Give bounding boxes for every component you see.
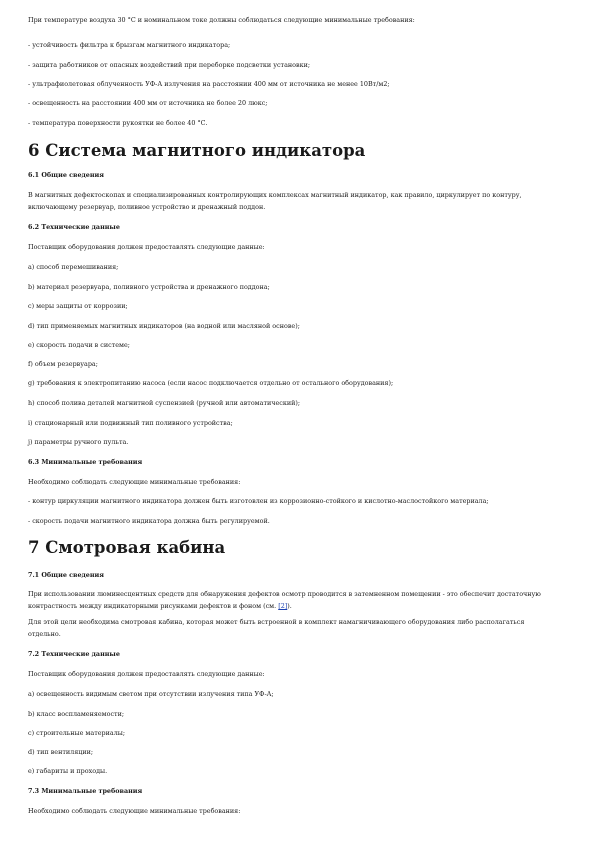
section-6-2-lead: Поставщик оборудования должен предоставлять следующие данные: [28,243,265,251]
section-7-1-text-after: ). [287,601,292,610]
intro-lead: При температуре воздуха 30 °С и номинальном токе должны соблюдаться следующие минимальные требования: [28,16,415,24]
list-item: b) материал резервуара, поливного устройства и дренажного поддона; [28,283,270,291]
list-item: - скорость подачи магнитного индикатора должна быть регулируемой. [28,517,270,525]
intro-item: - ультрафиолетовая облученность УФ-А излучения на расстоянии 400 мм от источника не менее 10Вт/м2; [28,80,390,88]
list-item: e) габариты и проходы. [28,767,108,775]
section-7-1-heading: 7.1 Общие сведения [28,571,104,579]
section-7-3-heading: 7.3 Минимальные требования [28,787,143,795]
section-6-heading: 6 Система магнитного индикатора [28,141,366,160]
list-item: d) тип применяемых магнитных индикаторов (на водной или масляной основе); [28,322,300,330]
list-item: a) способ перемешивания; [28,263,119,271]
list-item: c) строительные материалы; [28,729,125,737]
section-6-1-heading: 6.1 Общие сведения [28,171,104,179]
list-item: - контур циркуляции магнитного индикатора должен быть изготовлен из коррозионно-стойкого и кислотно-маслостойкого материала; [28,497,489,505]
intro-item: - температура поверхности рукоятки не более 40 °С. [28,119,208,127]
list-item: g) требования к электропитанию насоса (если насос подключается отдельно от остального оборудования); [28,379,394,387]
list-item: j) параметры ручного пульта. [28,438,129,446]
section-6-2-heading: 6.2 Технические данные [28,223,120,231]
reference-link[interactable]: [2] [278,601,288,610]
section-7-1-text [28,589,553,612]
section-7-2-lead: Поставщик оборудования должен предоставлять следующие данные: [28,670,265,678]
section-7-2-heading: 7.2 Технические данные [28,650,120,658]
list-item: h) способ полива деталей магнитной суспензией (ручной или автоматический); [28,399,300,407]
list-item: e) скорость подачи в системе; [28,341,130,349]
intro-item: - защита работников от опасных воздействий при переборке подсветки установки; [28,61,311,69]
list-item: a) освещенность видимым светом при отсутствии излучения типа УФ-А; [28,690,274,698]
list-item: i) стационарный или подвижный тип поливного устройства; [28,419,233,427]
section-7-heading: 7 Смотровая кабина [28,538,226,557]
list-item: b) класс воспламеняемости; [28,710,124,718]
section-7-3-lead: Необходимо соблюдать следующие минимальные требования: [28,807,241,815]
list-item: d) тип вентиляции; [28,748,94,756]
section-6-1-text: В магнитных дефектоскопах и специализированных контролирующих комплексах магнитный индикатор, как правило, циркулирует по контуру, включающему резервуар, поливное устройство и дренажный поддон. [28,191,522,211]
section-7-1-text-before: При использовании люминесцентных средств для обнаружения дефектов осмотр проводится в затемненном помещении - это обеспечит достаточную контрастность между индикаторными рисунками дефектов и фоном (см. [28,590,541,610]
intro-item: - устойчивость фильтра к брызгам магнитного индикатора; [28,41,231,49]
list-item: c) меры защиты от коррозии; [28,302,128,310]
section-6-3-heading: 6.3 Минимальные требования [28,458,143,466]
section-6-3-lead: Необходимо соблюдать следующие минимальные требования: [28,478,241,486]
intro-item: - освещенность на расстоянии 400 мм от источника не более 20 люкс; [28,99,268,107]
section-7-1-text-2: Для этой цели необходима смотровая кабина, которая может быть встроенной в комплект намагничивающего оборудования либо располагаться отдельно. [28,618,525,638]
list-item: f) объем резервуара; [28,360,98,368]
